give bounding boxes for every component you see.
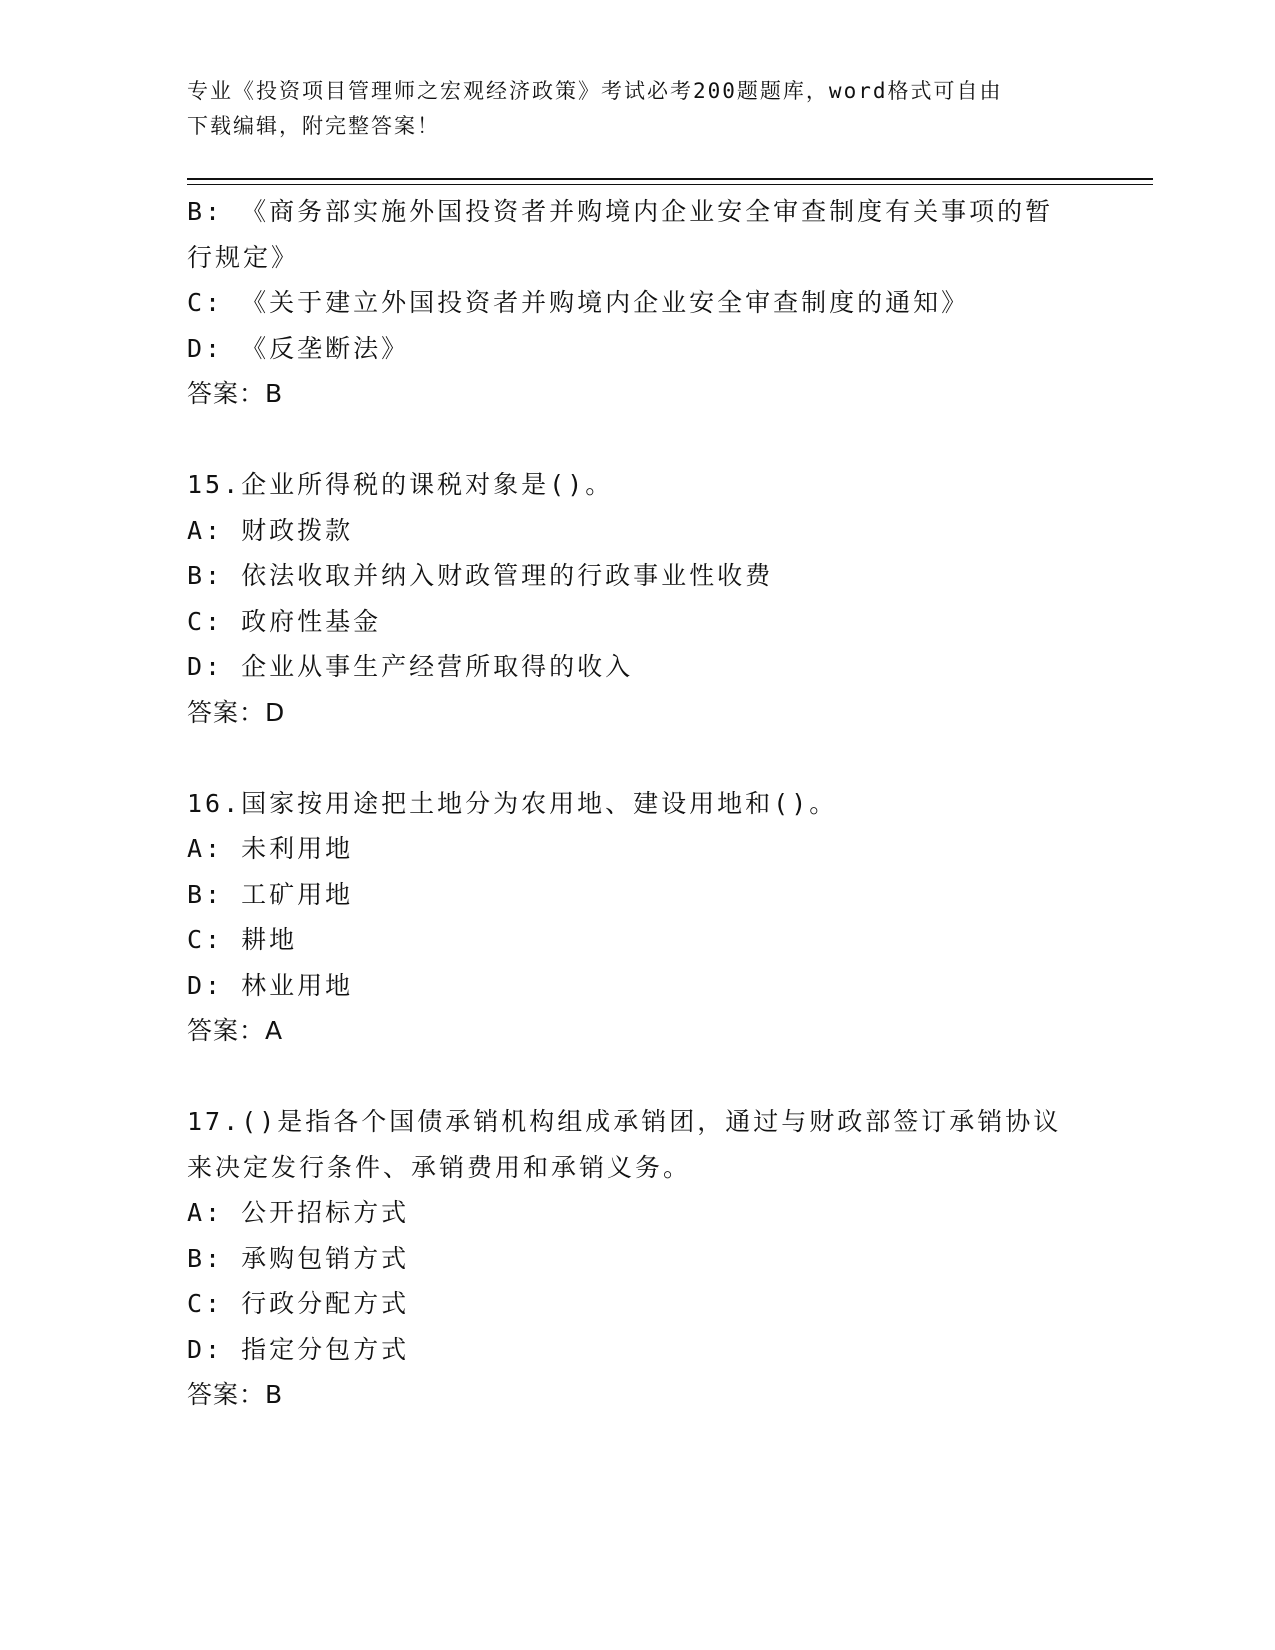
answer: 答案：B — [187, 379, 284, 408]
document-body — [187, 189, 1087, 1418]
header-line-1: 专业《投资项目管理师之宏观经济政策》考试必考200题题库，word格式可自由 — [187, 79, 1003, 103]
spacer — [187, 1054, 1087, 1100]
option-d: D: 企业从事生产经营所取得的收入 — [187, 652, 634, 681]
option-d: D: 林业用地 — [187, 970, 354, 1000]
option-b: B: 承购包销方式 — [187, 1243, 410, 1273]
option-c: C: 耕地 — [187, 925, 298, 954]
question-stem-line-2: 来决定发行条件、承销费用和承销义务。 — [187, 1152, 692, 1182]
option-c: C: 行政分配方式 — [187, 1289, 410, 1318]
answer: 答案：B — [187, 1380, 284, 1409]
header-divider-thin — [187, 184, 1153, 185]
question-stem-line-1: 17.()是指各个国债承销机构组成承销团，通过与财政部签订承销协议 — [187, 1107, 1062, 1136]
option-b-line-2: 行规定》 — [187, 242, 300, 272]
spacer — [187, 735, 1087, 781]
option-b-line-1: B: 《商务部实施外国投资者并购境内企业安全审查制度有关事项的暂 — [187, 197, 1054, 226]
option-b: B: 工矿用地 — [187, 879, 354, 909]
question-17 — [187, 1099, 1087, 1418]
option-a: A: 未利用地 — [187, 834, 354, 863]
answer: 答案：A — [187, 1016, 284, 1045]
document-header — [187, 74, 1067, 144]
option-c: C: 《关于建立外国投资者并购境内企业安全审查制度的通知》 — [187, 288, 970, 317]
option-d: D: 《反垄断法》 — [187, 333, 410, 363]
option-a: A: 财政拨款 — [187, 515, 354, 545]
question-14-continued — [187, 189, 1087, 417]
answer: 答案：D — [187, 697, 286, 727]
header-line-2: 下载编辑，附完整答案！ — [187, 114, 440, 138]
question-16 — [187, 781, 1087, 1054]
option-a: A: 公开招标方式 — [187, 1198, 410, 1227]
option-c: C: 政府性基金 — [187, 606, 382, 636]
header-divider-thick — [187, 178, 1153, 180]
question-stem: 16.国家按用途把土地分为农用地、建设用地和()。 — [187, 788, 838, 818]
question-stem: 15.企业所得税的课税对象是()。 — [187, 470, 614, 499]
question-15 — [187, 462, 1087, 735]
spacer — [187, 417, 1087, 463]
option-d: D: 指定分包方式 — [187, 1334, 410, 1364]
option-b: B: 依法收取并纳入财政管理的行政事业性收费 — [187, 561, 774, 590]
